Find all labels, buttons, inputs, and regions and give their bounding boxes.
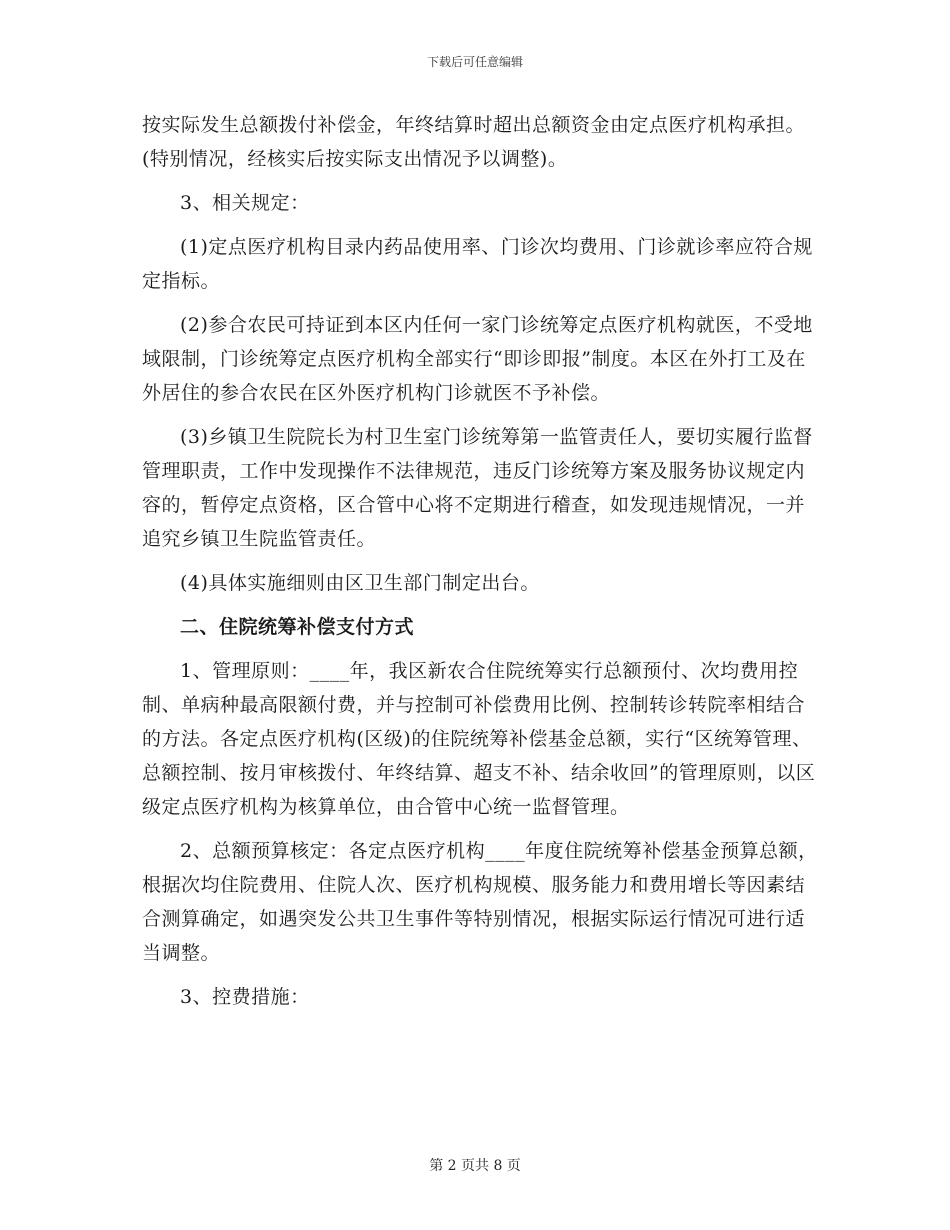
management-principle: 1、管理原则：____年，我区新农合住院统筹实行总额预付、次均费用控制、单病种最高限额付费，并与控制可补偿费用比例、控制转诊转院率相结合的方法。各定点医疗机构(区级)的住院统筹补偿基金总额，实行“区统筹管理、总额控制、按月审核拨付、年终结算、超支不补、结余收回”的管理原则，以区级定点医疗机构为核算单位，由合管中心统一监督管理。 — [142, 660, 816, 818]
section-heading-inpatient: 二、住院统筹补偿支付方式 — [180, 616, 415, 638]
rule-item-4: (4)具体实施细则由区卫生部门制定出台。 — [180, 572, 540, 594]
page-header-note: 下载后可任意编辑 — [426, 55, 523, 69]
rule-item-2: (2)参合农民可持证到本区内任何一家门诊统筹定点医疗机构就医，不受地域限制，门诊统筹定点医疗机构全部实行“即诊即报”制度。本区在外打工及在外居住的参合农民在区外医疗机构门诊就医不予补偿。 — [142, 314, 813, 404]
page-number: 第 2 页共 8 页 — [429, 1158, 521, 1174]
document-body — [142, 108, 822, 1024]
rule-item-1: (1)定点医疗机构目录内药品使用率、门诊次均费用、门诊就诊率应符合规定指标。 — [142, 236, 813, 292]
section-related-rules: 3、相关规定： — [180, 192, 310, 214]
budget-approval: 2、总额预算核定：各定点医疗机构____年度住院统筹补偿基金预算总额，根据次均住院费用、住院人次、医疗机构规模、服务能力和费用增长等因素结合测算确定，如遇突发公共卫生事件等特别情况，根据实际运行情况可进行适当调整。 — [142, 840, 818, 964]
rule-item-3: (3)乡镇卫生院院长为村卫生室门诊统筹第一监管责任人，要切实履行监督管理职责，工作中发现操作不法律规范，违反门诊统筹方案及服务协议规定内容的，暂停定点资格，区合管中心将不定期进行稽查，如发现违规情况，一并追究乡镇卫生院监管责任。 — [142, 426, 813, 550]
paragraph-continuation: 按实际发生总额拨付补偿金，年终结算时超出总额资金由定点医疗机构承担。(特别情况，经核实后按实际支出情况予以调整)。 — [142, 114, 806, 170]
cost-control-heading: 3、控费措施： — [180, 986, 310, 1008]
